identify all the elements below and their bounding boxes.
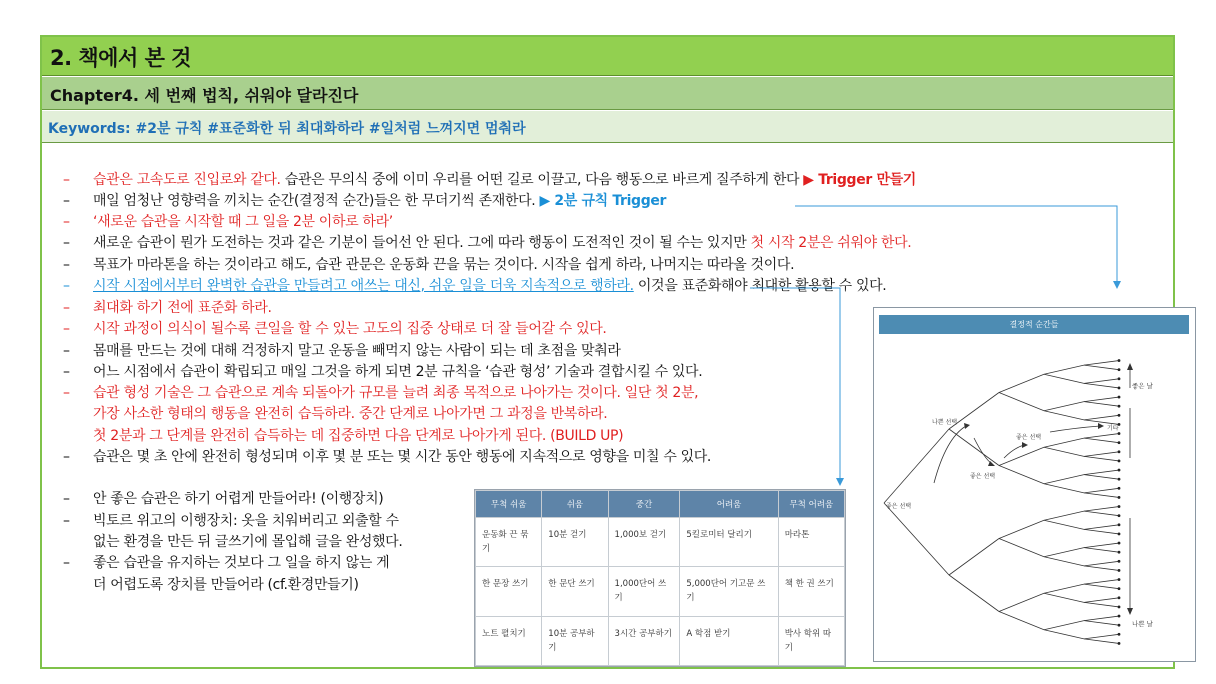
- line-text: 첫 시작 2분은 쉬워야 한다.: [750, 235, 912, 251]
- tree-leaf-dot: [1118, 505, 1121, 508]
- tree-branch: [1084, 438, 1119, 443]
- tree-branch: [1044, 548, 1084, 557]
- table-cell: 책 한 권 쓰기: [778, 567, 844, 616]
- bullet-dash: –: [63, 385, 70, 401]
- table-cell: 10분 공부하기: [542, 616, 608, 665]
- table-cell: 마라톤: [778, 518, 844, 567]
- tree-branch: [999, 466, 1044, 484]
- tree-branch: [1084, 566, 1119, 571]
- bullet-dash: –: [63, 257, 70, 273]
- good-choice-label: 좋은 선택: [886, 503, 912, 510]
- tree-branch: [999, 393, 1044, 411]
- arrowhead-icon: [836, 478, 844, 486]
- tree-branch: [1084, 383, 1119, 388]
- tree-branch: [999, 612, 1044, 630]
- tree-leaf-dot: [1118, 377, 1121, 380]
- line-text: 빅토르 위고의 이행장치: 옷을 치워버리고 외출할 수: [93, 513, 399, 529]
- table-cell: A 학점 받기: [680, 616, 778, 665]
- table-header-cell: 어려움: [680, 491, 778, 518]
- tree-leaf-dot: [1118, 533, 1121, 536]
- tree-branch: [1084, 488, 1119, 493]
- tree-title: 결정적 순간들: [879, 315, 1189, 334]
- arrowhead-icon: [1113, 281, 1121, 289]
- bad-choice-label: 나쁜 선택: [932, 419, 958, 426]
- tree-branch: [1084, 634, 1119, 639]
- tree-leaf-dot: [1118, 478, 1121, 481]
- tree-branch: [1044, 621, 1084, 630]
- arrow-to-tree: [795, 206, 1117, 283]
- tree-branch: [1044, 447, 1084, 456]
- tree-leaf-dot: [1118, 615, 1121, 618]
- good-choice-label: 좋은 선택: [1016, 434, 1042, 441]
- tree-branch: [1084, 584, 1119, 589]
- difficulty-table: [474, 489, 846, 667]
- table-cell: 5킬로미터 달리기: [680, 518, 778, 567]
- tree-branch: [999, 374, 1044, 392]
- line-text: 습관은 무의식 중에 이미 우리를 어떤 길로 이끌고, 다음 행동으로 바르게 질주하게 한다: [280, 172, 804, 188]
- tree-branch: [1084, 402, 1119, 407]
- tree-branch: [1084, 379, 1119, 384]
- bullet-dash: –: [63, 300, 70, 316]
- arrow-to-table: [750, 288, 840, 480]
- tree-branch: [1084, 475, 1119, 480]
- keywords-text: Keywords: #2분 규칙 #표준화한 뒤 최대화하라 #일처럼 느껴지면 멈춰라: [48, 121, 526, 137]
- tree-leaf-dot: [1118, 560, 1121, 563]
- tree-branch: [1044, 520, 1084, 529]
- tree-branch: [1084, 397, 1119, 402]
- tree-leaf-dot: [1118, 624, 1121, 627]
- tree-branch: [949, 575, 999, 612]
- tree-leaf-dot: [1118, 496, 1121, 499]
- tree-branch: [999, 520, 1044, 538]
- line-text: 습관 형성 기술은 그 습관으로 계속 되돌아가 규모를 늘려 최종 목적으로 나아가는 것이다. 일단 첫 2분,: [93, 385, 699, 401]
- tree-branch: [1044, 630, 1084, 639]
- bullet-dash: –: [63, 278, 70, 294]
- tree-leaf-dot: [1118, 368, 1121, 371]
- line-text: ‘새로운 습관을 시작할 때 그 일을 2분 이하로 하라’: [93, 214, 393, 230]
- line-text: 목표가 마라톤을 하는 것이라고 해도, 습관 관문은 운동화 끈을 묶는 것이다. 시작을 쉽게 하라, 나머지는 따라올 것이다.: [93, 257, 795, 273]
- tree-leaf-dot: [1118, 460, 1121, 463]
- table-row: [476, 616, 845, 665]
- bullet-dash: –: [63, 172, 70, 188]
- line-text: 매일 엄청난 영향력을 끼치는 순간(결정적 순간)들은 한 무더기씩 존재한다.: [93, 193, 540, 209]
- table-cell: 한 문단 쓰기: [542, 567, 608, 616]
- bullet-dash: –: [63, 555, 70, 571]
- tree-branch: [1084, 525, 1119, 530]
- tree-branch: [1084, 529, 1119, 534]
- table-cell: 노트 펼치기: [476, 616, 542, 665]
- tree-leaf-dot: [1118, 642, 1121, 645]
- tree-branch: [1084, 639, 1119, 644]
- tree-leaf-dot: [1118, 469, 1121, 472]
- tree-leaf-dot: [1118, 405, 1121, 408]
- tree-leaf-dot: [1118, 542, 1121, 545]
- bullet-dash: –: [63, 214, 70, 230]
- tree-branch: [1084, 580, 1119, 585]
- tree-branch: [1084, 361, 1119, 366]
- tree-diagram: [874, 308, 1197, 663]
- line-text: 어느 시점에서 습관이 확립되고 매일 그것을 하게 되면 2분 규칙을 ‘습관 형성’ 기술과 결합시킬 수 있다.: [93, 364, 703, 380]
- table-header-cell: 중간: [608, 491, 680, 518]
- line-text: 좋은 습관을 유지하는 것보다 그 일을 하지 않는 게: [93, 555, 390, 571]
- bullet-dash: –: [63, 364, 70, 380]
- table-cell: 10분 걷기: [542, 518, 608, 567]
- bad-day-label: 나쁜 날: [1132, 620, 1153, 628]
- table-cell: 한 문장 쓰기: [476, 567, 542, 616]
- bullet-dash: –: [63, 321, 70, 337]
- line-text: 첫 2분과 그 단계를 완전히 습득하는 데 집중하면 다음 단계로 나아가게 된다. (BUILD UP): [93, 428, 624, 444]
- tree-leaf-dot: [1118, 606, 1121, 609]
- tree-branch: [1084, 470, 1119, 475]
- tree-branch: [1084, 452, 1119, 457]
- tree-leaf-dot: [1118, 633, 1121, 636]
- tree-branch: [1044, 593, 1084, 602]
- tree-branch: [1044, 438, 1084, 447]
- tree-branch: [1044, 411, 1084, 420]
- tree-branch: [999, 593, 1044, 611]
- tree-branch: [1044, 365, 1084, 374]
- tree-branch: [999, 539, 1044, 557]
- tree-leaf-dot: [1118, 387, 1121, 390]
- trigger-label: ▶ 2분 규칙 Trigger: [539, 193, 667, 209]
- etc-label: 기타: [1107, 425, 1119, 432]
- tree-branch: [1084, 602, 1119, 607]
- chapter-title: Chapter4. 세 번째 법칙, 쉬워야 달라진다: [50, 86, 359, 105]
- tree-branch: [1084, 543, 1119, 548]
- arrowhead-icon: [1127, 608, 1133, 615]
- good-day-label: 좋은 날: [1132, 382, 1153, 390]
- tree-branch: [1044, 374, 1084, 383]
- line-text: 이것을 표준화해야 최대한 활용할 수 있다.: [633, 278, 887, 294]
- tree-branch: [1084, 511, 1119, 516]
- tree-branch: [1084, 561, 1119, 566]
- line-text: 없는 환경을 만든 뒤 글쓰기에 몰입해 글을 완성했다.: [93, 534, 403, 550]
- tree-branch: [949, 539, 999, 576]
- tree-leaf-dot: [1118, 587, 1121, 590]
- table-cell: 1,000단어 쓰기: [608, 567, 680, 616]
- good-choice-label: 좋은 선택: [970, 473, 996, 480]
- tree-branch: [1084, 507, 1119, 512]
- tree-branch: [884, 503, 949, 575]
- bullet-dash: –: [63, 193, 70, 209]
- tree-branch: [1084, 420, 1119, 425]
- table-header-row: [476, 491, 845, 518]
- table-cell: 운동화 끈 묶기: [476, 518, 542, 567]
- line-text: 안 좋은 습관은 하기 어렵게 만들어라! (이행장치): [93, 491, 384, 507]
- tree-leaf-dot: [1118, 569, 1121, 572]
- tree-branch: [1084, 415, 1119, 420]
- tree-leaf-dot: [1118, 487, 1121, 490]
- table-header-cell: 무척 쉬움: [476, 491, 542, 518]
- bullet-dash: –: [63, 449, 70, 465]
- line-text: 최대화 하기 전에 표준화 하라.: [93, 300, 272, 316]
- table-row: [476, 518, 845, 567]
- tree-branch: [1084, 616, 1119, 621]
- line-text: 시작 과정이 의식이 될수록 큰일을 할 수 있는 고도의 집중 상태로 더 잘 들어갈 수 있다.: [93, 321, 607, 337]
- line-text: 습관은 고속도로 진입로와 같다.: [93, 172, 281, 188]
- tree-branch: [1044, 557, 1084, 566]
- bullet-dash: –: [63, 513, 70, 529]
- line-text: 습관은 몇 초 안에 완전히 형성되며 이후 몇 분 또는 몇 시간 동안 행동에 지속적으로 영향을 미칠 수 있다.: [93, 449, 712, 465]
- tree-leaf-dot: [1118, 359, 1121, 362]
- table-cell: 3시간 공부하기: [608, 616, 680, 665]
- table-cell: 5,000단어 기고문 쓰기: [680, 567, 778, 616]
- bullet-dash: –: [63, 235, 70, 251]
- tree-branch: [1084, 548, 1119, 553]
- table-header-cell: 무척 어려움: [778, 491, 844, 518]
- tree-branch: [1084, 365, 1119, 370]
- tree-branch: [1084, 598, 1119, 603]
- tree-branch: [1084, 456, 1119, 461]
- tree-leaf-dot: [1118, 441, 1121, 444]
- bullet-dash: –: [63, 491, 70, 507]
- line-text: 더 어렵도록 장치를 만들어라 (cf.환경만들기): [93, 577, 359, 593]
- table-cell: 박사 학위 따기: [778, 616, 844, 665]
- tree-leaf-dot: [1118, 514, 1121, 517]
- tree-branch: [1084, 621, 1119, 626]
- tree-branch: [1044, 484, 1084, 493]
- tree-leaf-dot: [1118, 396, 1121, 399]
- tree-branch: [1044, 584, 1084, 593]
- table-header-cell: 쉬움: [542, 491, 608, 518]
- tree-leaf-dot: [1118, 414, 1121, 417]
- line-text: 새로운 습관이 뭔가 도전하는 것과 같은 기분이 들어선 안 된다. 그에 따라 행동이 도전적인 것이 될 수는 있지만: [93, 235, 751, 251]
- tree-leaf-dot: [1118, 450, 1121, 453]
- line-text: 시작 시점에서부터 완벽한 습관을 만들려고 애쓰는 대신, 쉬운 일을 더욱 지속적으로 행하라.: [93, 278, 634, 294]
- tree-leaf-dot: [1118, 432, 1121, 435]
- trigger-label: ▶ Trigger 만들기: [803, 172, 916, 188]
- line-text: 가장 사소한 형태의 행동을 완전히 습득하라. 중간 단계로 나아가면 그 과정을 반복하라.: [93, 406, 608, 422]
- tree-leaf-dot: [1118, 578, 1121, 581]
- table-cell: 1,000보 걷기: [608, 518, 680, 567]
- tree-branch: [1044, 475, 1084, 484]
- section-title: 2. 책에서 본 것: [50, 46, 191, 70]
- tree-branch: [1044, 511, 1084, 520]
- tree-leaf-dot: [1118, 523, 1121, 526]
- decision-tree-figure: [873, 307, 1196, 662]
- tree-branch: [1044, 402, 1084, 411]
- tree-leaf-dot: [1118, 596, 1121, 599]
- arrowhead-icon: [1127, 363, 1133, 370]
- line-text: 몸매를 만드는 것에 대해 걱정하지 말고 운동을 빼먹지 않는 사람이 되는 데 초점을 맞춰라: [93, 343, 621, 359]
- tree-branch: [1084, 493, 1119, 498]
- bullet-dash: –: [63, 343, 70, 359]
- tree-leaf-dot: [1118, 551, 1121, 554]
- tree-branch: [1084, 434, 1119, 439]
- table-row: [476, 567, 845, 616]
